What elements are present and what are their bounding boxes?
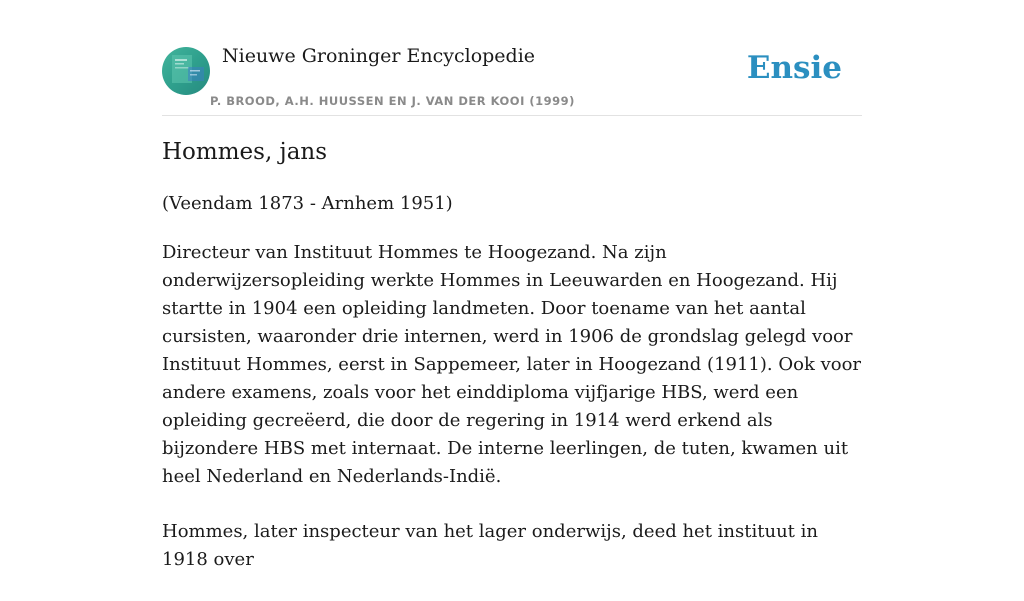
- entry-paragraph: Directeur van Instituut Hommes te Hoogezand. Na zijn onderwijzersopleiding werkte Hommes in Leeuwarden en Hoogezand. Hij startte in 1904 een opleiding landmeten. Door toename van het aantal cursisten, waaronder drie internen, werd in 1906 de grondslag gelegd voor Instituut Hommes, eerst in Sappemeer, later in Hoogezand (1911). Ook voor andere examens, zoals voor het einddiploma vijfjarige HBS, werd een opleiding gecreëerd, die door de regering in 1914 werd erkend als bijzondere HBS met internaat. De interne leerlingen, de tuten, kwamen uit heel Nederland en Nederlands-Indië.: [162, 242, 862, 487]
- book-title[interactable]: Nieuwe Groninger Encyclopedie: [222, 45, 536, 67]
- site-header: [162, 0, 862, 116]
- entry-paragraph: Hommes, later inspecteur van het lager onderwijs, deed het instituut in 1918 over: [162, 521, 818, 570]
- ensie-logo[interactable]: Ensie: [746, 50, 842, 86]
- entry-title: Hommes, jans: [162, 139, 328, 165]
- book-cover-icon[interactable]: [162, 47, 210, 95]
- entry-body: [162, 239, 864, 601]
- book-authors: P. BROOD, A.H. HUUSSEN EN J. VAN DER KOOI (1999): [210, 94, 575, 108]
- entry-subtitle: (Veendam 1873 - Arnhem 1951): [162, 193, 453, 214]
